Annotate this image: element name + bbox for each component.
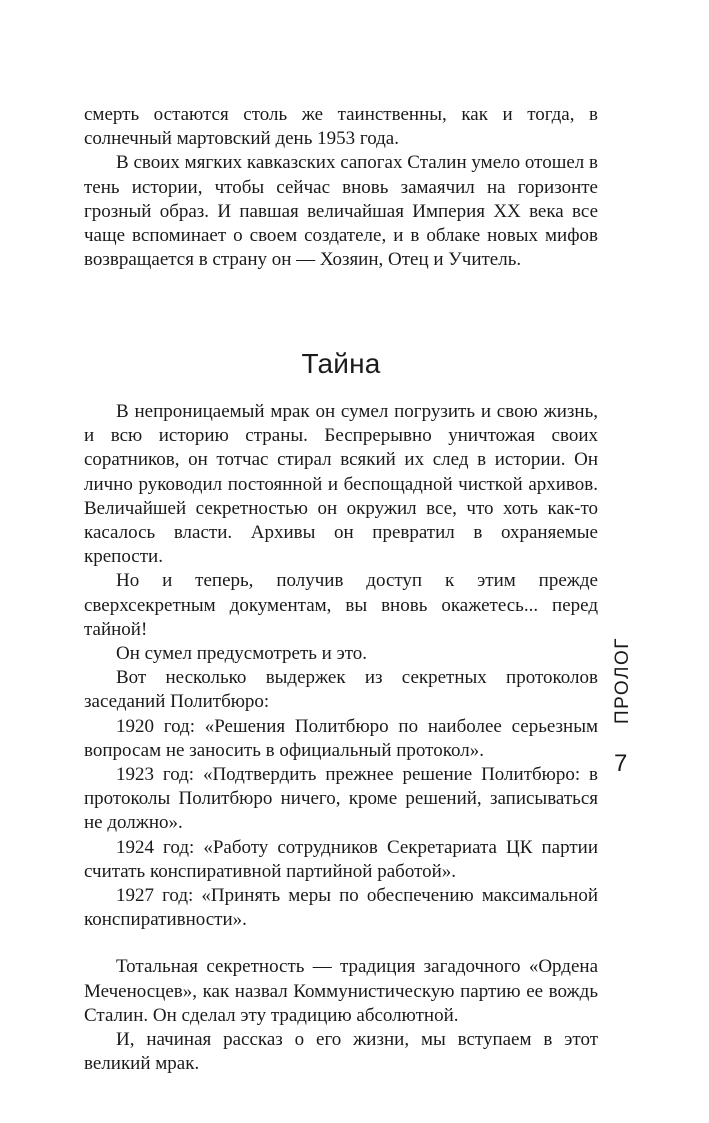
section-heading: Тайна xyxy=(301,348,381,379)
quote-paragraph: 1920 год: «Решения Политбюро по наиболее серьезным вопросам не заносить в официальный протокол». xyxy=(84,715,598,761)
intro-text xyxy=(84,103,598,272)
paragraph-gap xyxy=(84,932,598,955)
paragraph: В непроницаемый мрак он сумел погрузить и свою жизнь, и всю историю страны. Беспрерывно уничтожая своих соратников, он тотчас стирал всякий их след в истории. Он лично руководил постоянной и беспощадной чисткой архивов. Величайшей секретностью он окружил все, что хоть как-то касалось власти. Архивы он превратил в охраняемые крепости. xyxy=(84,401,598,568)
quote-paragraph: 1924 год: «Работу сотрудников Секретариата ЦК партии считать конспиративной партийной работой». xyxy=(84,836,598,882)
paragraph: Он сумел предусмотреть и это. xyxy=(116,643,368,665)
quote-paragraph: 1927 год: «Принять меры по обеспечению максимальной конспиративности». xyxy=(84,885,598,931)
running-head xyxy=(612,634,636,724)
paragraph: Тотальная секретность — традиция загадочного «Ордена Меченосцев», как назвал Коммунистическую партию ее вождь Сталин. Он сделал эту традицию абсолютной. xyxy=(84,956,598,1026)
section-body xyxy=(84,400,598,1076)
paragraph: В своих мягких кавказских сапогах Сталин умело отошел в тень истории, чтобы сейчас вновь замаячил на горизонте грозный образ. И павшая величайшая Империя XX века все чаще вспоминает о своем создателе, и в облаке новых мифов возвращается в страну он — Хозяин, Отец и Учитель. xyxy=(84,152,598,271)
paragraph: Но и теперь, получив доступ к этим прежде сверхсекретным документам, вы вновь окажетесь... перед тайной! xyxy=(84,570,598,640)
quote-paragraph: 1923 год: «Подтвердить прежнее решение Политбюро: в протоколы Политбюро ничего, кроме решений, записываться не должно». xyxy=(84,764,598,834)
paragraph: Вот несколько выдержек из секретных протоколов заседаний Политбюро: xyxy=(84,667,598,713)
running-head-text: ПРОЛОГ xyxy=(612,636,633,724)
paragraph: смерть остаются столь же таинственны, как и тогда, в солнечный мартовский день 1953 года. xyxy=(84,104,598,150)
paragraph: И, начиная рассказ о его жизни, мы вступаем в этот великий мрак. xyxy=(84,1029,598,1075)
page-number: 7 xyxy=(614,750,628,777)
